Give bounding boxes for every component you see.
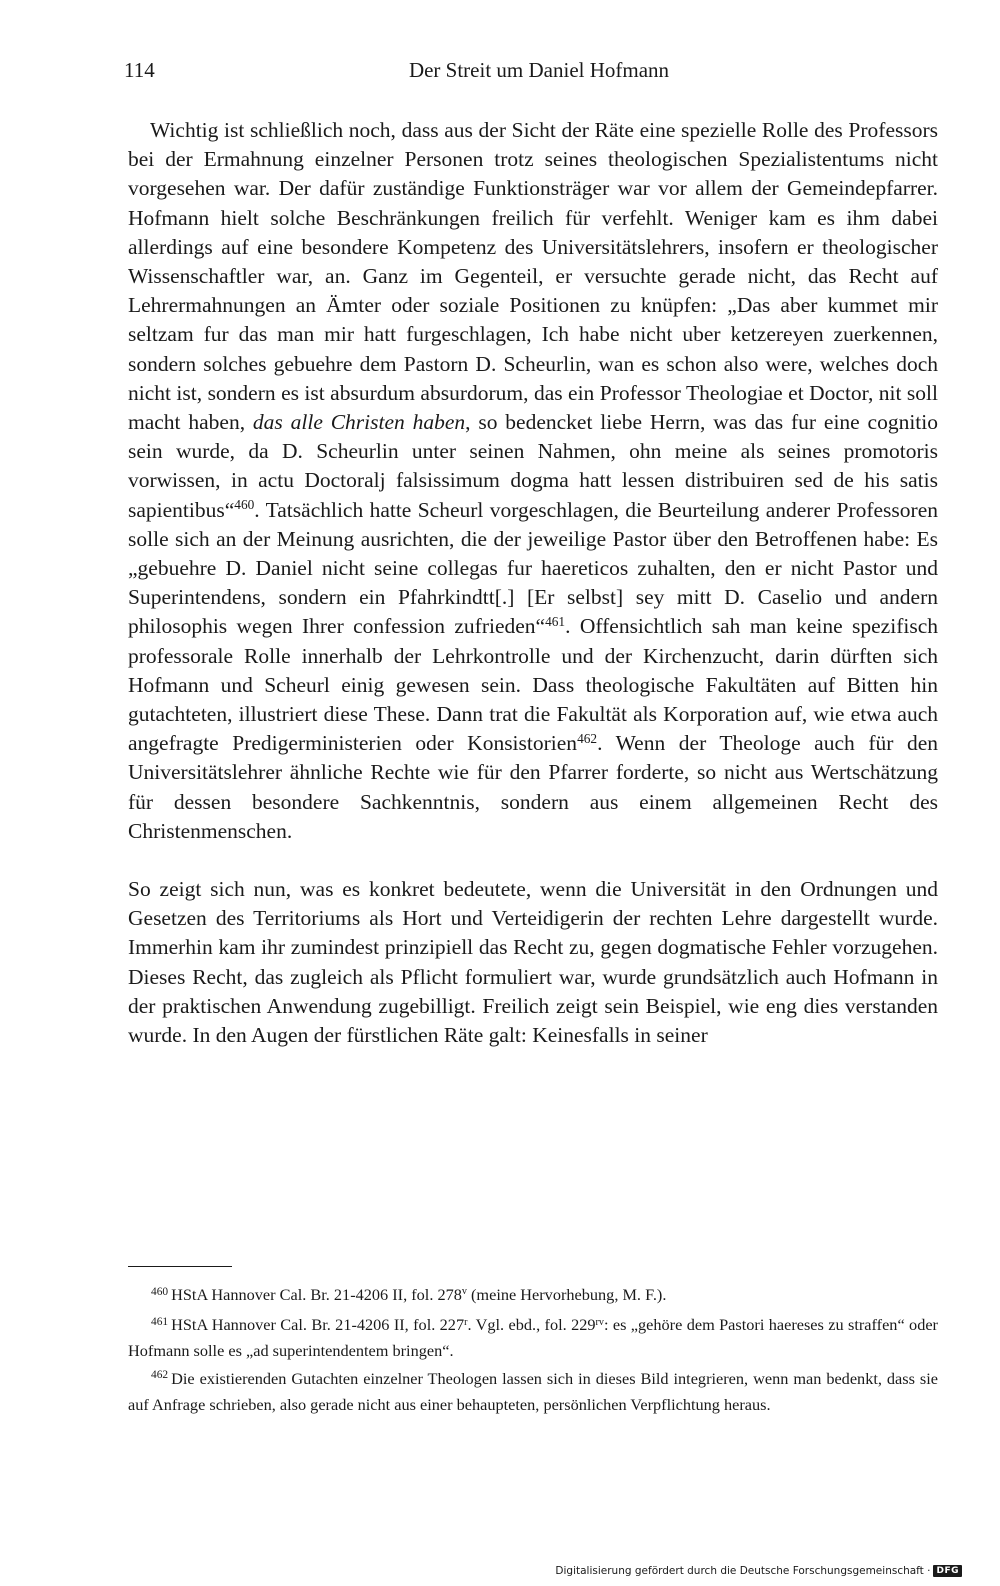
text-run: . Wenn der Theologe auch für den Universitätslehrer ähnliche Rechte wie für den Pfarrer forderte, so nicht aus Wertschätzung für dessen besondere Sachkenntnis, sondern aus einem allgemeinen Recht des Christenmenschen.	[128, 731, 938, 843]
footnote-text: Die existierenden Gutachten einzelner Theologen lassen sich in dieses Bild integrieren, wenn man bedenkt, dass sie auf Anfrage schrieben, also gerade nicht aus einer behaupteten, persönlichen Verpflichtung heraus.	[128, 1368, 938, 1414]
main-text	[128, 116, 938, 1050]
footnote-461	[128, 1313, 938, 1362]
digitization-credit	[555, 1565, 962, 1577]
folio-side: r	[464, 1316, 468, 1328]
footnote-number: 462	[151, 1369, 169, 1382]
running-title: Der Streit um Daniel Hofmann	[408, 58, 670, 82]
footnote-460	[128, 1283, 938, 1309]
footnote-number: 460	[151, 1285, 169, 1298]
footnotes	[128, 1283, 938, 1420]
text-run: . Tatsächlich hatte Scheurl vorgeschlagen, die Beurteilung anderer Professoren solle sich an der Meinung ausrichten, die der jeweilige Pastor über den Betroffenen habe: Es „gebuehre D. Daniel nicht seine collegas fur haereticos zuhalten, den er nicht Pastor und Superintendens, sondern ein Pfahrkindtt[.] [Er selbst] sey mitt D. Caselio und andern philosophis wegen Ihrer confession zufrieden“	[128, 497, 938, 639]
footnote-text: . Vgl. ebd., fol. 229	[467, 1315, 596, 1335]
text-run: Wichtig ist schließlich noch, dass aus der Sicht der Räte eine spezielle Rolle des Professors bei der Ermahnung einzelner Personen trotz seines theologischen Spezialistentums nicht vorgesehen war. Der dafür zuständige Funktionsträger war vor allem der Gemeindepfarrer. Hofmann hielt solche Beschränkungen freilich für verfehlt. Weniger kam es ihm dabei allerdings auf eine besondere Kompetenz des Universitätslehrers, insofern er theologischer Wissenschaftler war, an. Ganz im Gegenteil, er versuchte gerade nicht, das Recht auf Lehrermahnungen an Ämter oder soziale Positionen zu knüpfen: „Das aber kummet mir seltzam fur das man mir hatt furgeschlagen, Ich habe nicht uber ketzereyen zuerkennen, sondern solches gebuehre dem Pastorn D. Scheurlin, wan es schon also were, welches doch nicht ist, sondern es ist absurdum absurdorum, das ein Professor Theologiae et Doctor, nit soll macht haben,	[128, 118, 938, 435]
footnote-reference[interactable]: 461	[545, 614, 566, 630]
footnote-462	[128, 1367, 938, 1416]
footnote-reference[interactable]: 460	[234, 497, 255, 513]
footnote-text: (meine Hervorhebung, M. F.).	[466, 1285, 667, 1304]
paragraph	[128, 116, 938, 846]
text-run: , so bedencket liebe Herrn, was das fur eine cognitio sein wurde, da D. Scheurlin unter seinen Nahmen, ohn meine als seines promotoris vorwissen, in actu Doctoralj falsissimum dogma hatt lessen distribuiren sed de his satis sapientibus“	[128, 410, 939, 522]
paragraph: So zeigt sich nun, was es konkret bedeutete, wenn die Universität in den Ordnungen und Gesetzen des Territoriums als Hort und Verteidigerin der rechten Lehre dargestellt wurde. Immerhin kam ihr zumindest prinzipiell das Recht zu, gegen dogmatische Fehler vorzugehen. Dieses Recht, das zugleich als Pflicht formuliert war, wurde grundsätzlich auch Hofmann in der praktischen Anwendung zugebilligt. Freilich zeigt sein Beispiel, wie eng dies verstanden wurde. In den Augen der fürstlichen Räte galt: Keinesfalls in seiner	[128, 877, 938, 1048]
footnote-number: 461	[151, 1316, 169, 1329]
running-head	[124, 58, 938, 88]
footnote-text: : es „gehöre dem Pastori haereses zu straffen“ oder Hofmann solle es „ad superintendentem bringen“.	[128, 1315, 938, 1361]
emphasized-quote: das alle Christen haben	[252, 410, 466, 435]
page-number: 114	[124, 58, 155, 82]
folio-side: v	[461, 1286, 467, 1298]
footnote-reference[interactable]: 462	[577, 730, 598, 746]
footnote-text: HStA Hannover Cal. Br. 21-4206 II, fol. 278	[171, 1285, 462, 1304]
dfg-logo[interactable]: DFG	[933, 1565, 962, 1577]
footnote-divider	[128, 1266, 232, 1267]
text-run: . Offensichtlich sah man keine spezifisch professorale Rolle innerhalb der Lehrkontrolle und der Kirchenzucht, darin dürften sich Hofmann und Scheurl einig gewesen sein. Dass theologische Fakultäten auf Bitten hin gutachteten, illustriert diese These. Dann trat die Fakultät als Korporation auf, wie etwa auch angefragte Predigerministerien oder Konsistorien	[128, 614, 938, 756]
folio-side: rv	[595, 1316, 604, 1328]
digitization-note: Digitalisierung gefördert durch die Deutsche Forschungsgemeinschaft ·	[555, 1565, 931, 1577]
footnote-text: HStA Hannover Cal. Br. 21-4206 II, fol. 227	[171, 1315, 465, 1335]
